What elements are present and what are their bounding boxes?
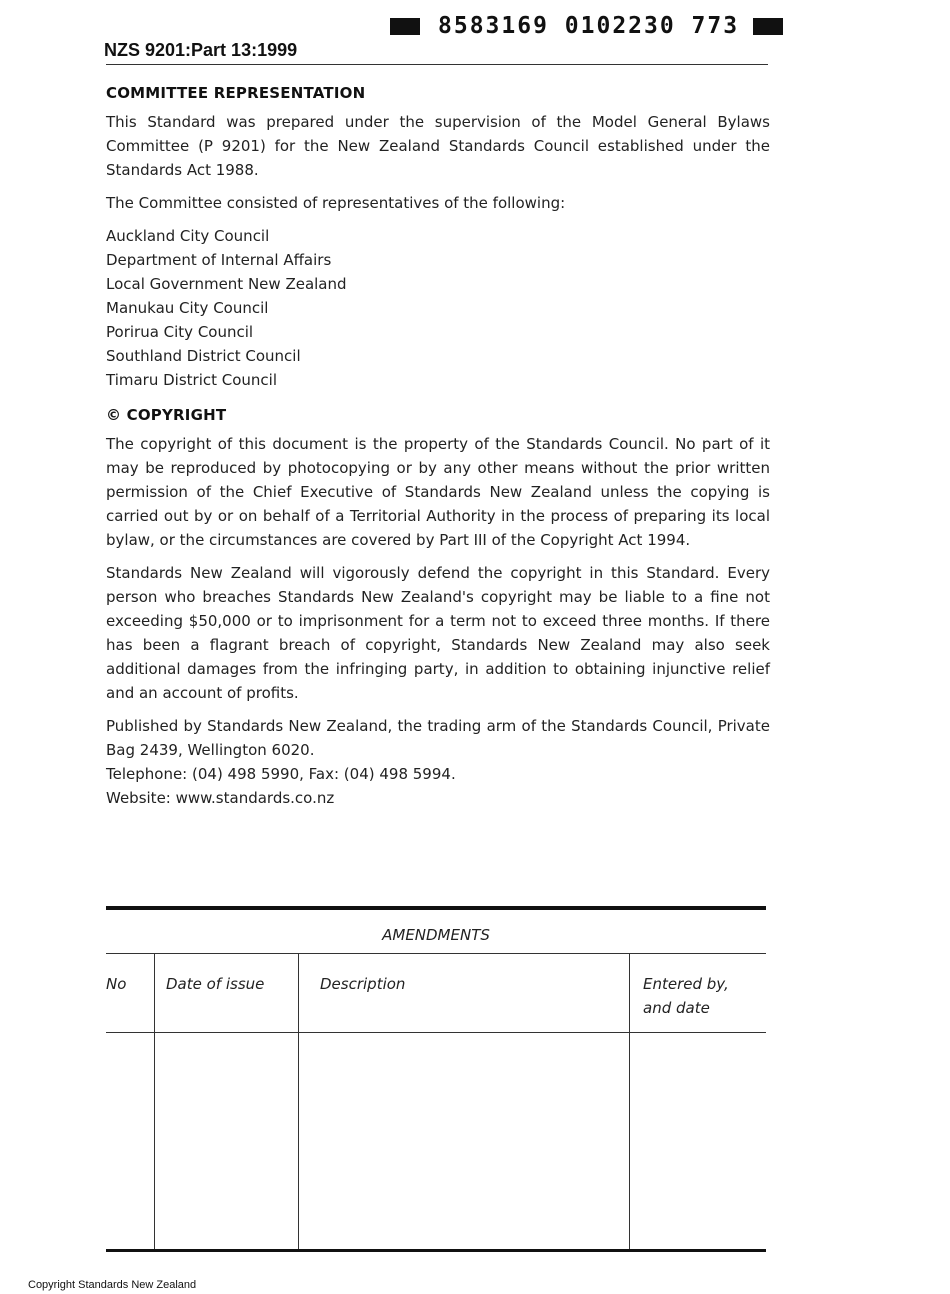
- list-item: Department of Internal Affairs: [106, 251, 332, 269]
- list-item: Southland District Council: [106, 347, 301, 365]
- committee-member-list: [106, 224, 770, 392]
- list-item: Manukau City Council: [106, 299, 269, 317]
- website-text: Website: www.standards.co.nz: [106, 789, 335, 807]
- copyright-heading: © COPYRIGHT: [106, 406, 227, 424]
- telephone-fax: Telephone: (04) 498 5990, Fax: (04) 498 5994.: [106, 765, 456, 783]
- barcode-block-right: [753, 18, 783, 35]
- table-header-top-rule: [106, 953, 766, 954]
- list-item: Timaru District Council: [106, 371, 278, 389]
- barcode-number: 8583169 0102230 773: [438, 13, 740, 39]
- column-header-date: Date of issue: [166, 975, 265, 993]
- publisher-text: Published by Standards New Zealand, the trading arm of the Standards Council, Private Bag 2439, Wellington 6020.: [106, 717, 770, 759]
- column-divider: [298, 954, 299, 1249]
- document-code: NZS 9201:Part 13:1999: [104, 40, 298, 60]
- list-item: Auckland City Council: [106, 227, 270, 245]
- column-divider: [154, 954, 155, 1249]
- column-header-description: Description: [320, 975, 406, 993]
- contact-block: [106, 762, 770, 810]
- column-divider: [629, 954, 630, 1249]
- copyright-paragraph-1: The copyright of this document is the property of the Standards Council. No part of it may be reproduced by photocopying or by any other means without the prior written permission of the Chief Executive of Standards New Zealand unless the copying is carried out by or on behalf of a Territorial Authority in the process of preparing its local bylaw, or the circumstances are covered by Part III of the Copyright Act 1994.: [106, 435, 770, 549]
- table-header-bottom-rule: [106, 1032, 766, 1033]
- committee-intro: This Standard was prepared under the supervision of the Model General Bylaws Committee (P 9201) for the New Zealand Standards Council established under the Standards Act 1988.: [106, 113, 770, 179]
- committee-consisted-text: The Committee consisted of representatives of the following:: [106, 194, 566, 212]
- barcode-block-left: [390, 18, 420, 35]
- document-body: [106, 80, 770, 810]
- column-header-no: No: [106, 975, 127, 993]
- footer-copyright: Copyright Standards New Zealand: [28, 1279, 197, 1291]
- table-bottom-rule: [106, 1249, 766, 1252]
- amendments-title: AMENDMENTS: [382, 926, 490, 944]
- list-item: Porirua City Council: [106, 323, 254, 341]
- table-top-rule: [106, 906, 766, 910]
- column-header-entered-by: Entered by, and date: [643, 975, 729, 1017]
- list-item: Local Government New Zealand: [106, 275, 347, 293]
- amendments-table: [106, 906, 766, 1252]
- committee-heading: COMMITTEE REPRESENTATION: [106, 84, 366, 102]
- copyright-paragraph-2: Standards New Zealand will vigorously defend the copyright in this Standard. Every person who breaches Standards New Zealand's copyright may be liable to a fine not exceeding $50,000 or to imprisonment for a term not to exceed three months. If there has been a flagrant breach of copyright, Standards New Zealand may also seek additional damages from the infringing party, in addition to obtaining injunctive relief and an account of profits.: [106, 564, 770, 702]
- barcode-strip: [390, 12, 792, 40]
- header-divider: [106, 64, 768, 65]
